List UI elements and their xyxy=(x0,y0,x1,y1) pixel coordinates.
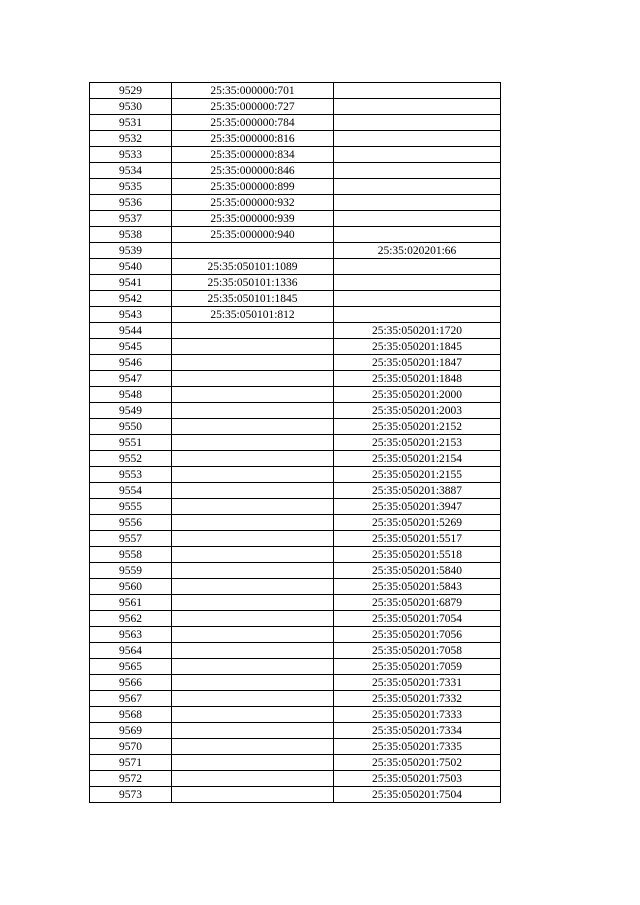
table-row xyxy=(90,275,501,291)
cadastral-number-cell-a xyxy=(172,483,334,499)
cadastral-number-cell-a: 25:35:000000:701 xyxy=(172,83,334,99)
cadastral-number-cell-a xyxy=(172,355,334,371)
cadastral-number-cell-a xyxy=(172,419,334,435)
table-row xyxy=(90,179,501,195)
cadastral-number-cell-a: 25:35:000000:899 xyxy=(172,179,334,195)
cadastral-number-cell-b xyxy=(334,211,501,227)
cadastral-number-cell-a xyxy=(172,387,334,403)
cadastral-number-cell-a xyxy=(172,579,334,595)
table-row xyxy=(90,579,501,595)
cadastral-number-cell-a xyxy=(172,339,334,355)
cadastral-number-cell-b: 25:35:050201:2155 xyxy=(334,467,501,483)
cadastral-number-cell-b xyxy=(334,83,501,99)
table-row xyxy=(90,83,501,99)
table-row xyxy=(90,643,501,659)
row-number-cell: 9529 xyxy=(90,83,172,99)
cadastral-number-cell-b: 25:35:050201:1848 xyxy=(334,371,501,387)
cadastral-number-cell-a xyxy=(172,403,334,419)
cadastral-number-cell-b xyxy=(334,99,501,115)
cadastral-number-cell-b: 25:35:050201:7335 xyxy=(334,739,501,755)
cadastral-number-cell-b: 25:35:050201:3887 xyxy=(334,483,501,499)
cadastral-number-cell-a: 25:35:000000:940 xyxy=(172,227,334,243)
row-number-cell: 9533 xyxy=(90,147,172,163)
table-row xyxy=(90,787,501,803)
row-number-cell: 9549 xyxy=(90,403,172,419)
cadastral-number-cell-b: 25:35:050201:5517 xyxy=(334,531,501,547)
cadastral-number-cell-a xyxy=(172,563,334,579)
cadastral-number-cell-a xyxy=(172,547,334,563)
row-number-cell: 9536 xyxy=(90,195,172,211)
row-number-cell: 9571 xyxy=(90,755,172,771)
row-number-cell: 9547 xyxy=(90,371,172,387)
cadastral-number-cell-a: 25:35:000000:846 xyxy=(172,163,334,179)
cadastral-number-cell-a xyxy=(172,691,334,707)
row-number-cell: 9546 xyxy=(90,355,172,371)
table-row xyxy=(90,387,501,403)
table-row xyxy=(90,163,501,179)
cadastral-number-cell-b xyxy=(334,147,501,163)
cadastral-number-cell-a: 25:35:000000:932 xyxy=(172,195,334,211)
table-row xyxy=(90,339,501,355)
table-row xyxy=(90,435,501,451)
table-row xyxy=(90,771,501,787)
row-number-cell: 9543 xyxy=(90,307,172,323)
cadastral-number-cell-a xyxy=(172,659,334,675)
cadastral-number-cell-b: 25:35:050201:2003 xyxy=(334,403,501,419)
table-row xyxy=(90,467,501,483)
table-row xyxy=(90,659,501,675)
cadastral-number-cell-b xyxy=(334,259,501,275)
cadastral-number-cell-b: 25:35:050201:7333 xyxy=(334,707,501,723)
cadastral-number-cell-b: 25:35:050201:7502 xyxy=(334,755,501,771)
cadastral-number-cell-a xyxy=(172,323,334,339)
cadastral-number-cell-a: 25:35:050101:1336 xyxy=(172,275,334,291)
cadastral-number-cell-b xyxy=(334,275,501,291)
cadastral-number-cell-b: 25:35:020201:66 xyxy=(334,243,501,259)
cadastral-number-cell-b: 25:35:050201:1847 xyxy=(334,355,501,371)
row-number-cell: 9559 xyxy=(90,563,172,579)
cadastral-number-cell-a xyxy=(172,627,334,643)
table-row xyxy=(90,195,501,211)
row-number-cell: 9560 xyxy=(90,579,172,595)
table-row xyxy=(90,131,501,147)
row-number-cell: 9534 xyxy=(90,163,172,179)
cadastral-number-cell-a xyxy=(172,675,334,691)
table-row xyxy=(90,291,501,307)
table-row xyxy=(90,323,501,339)
table-body xyxy=(90,83,501,803)
row-number-cell: 9557 xyxy=(90,531,172,547)
cadastral-number-cell-a xyxy=(172,435,334,451)
cadastral-number-cell-b: 25:35:050201:7503 xyxy=(334,771,501,787)
table-row xyxy=(90,691,501,707)
cadastral-number-cell-a xyxy=(172,467,334,483)
cadastral-number-cell-b xyxy=(334,163,501,179)
row-number-cell: 9564 xyxy=(90,643,172,659)
cadastral-number-cell-b: 25:35:050201:7059 xyxy=(334,659,501,675)
row-number-cell: 9538 xyxy=(90,227,172,243)
table-row xyxy=(90,355,501,371)
row-number-cell: 9562 xyxy=(90,611,172,627)
cadastral-number-cell-a: 25:35:000000:939 xyxy=(172,211,334,227)
cadastral-number-cell-b: 25:35:050201:5518 xyxy=(334,547,501,563)
cadastral-number-cell-b: 25:35:050201:3947 xyxy=(334,499,501,515)
row-number-cell: 9573 xyxy=(90,787,172,803)
row-number-cell: 9565 xyxy=(90,659,172,675)
cadastral-number-cell-b xyxy=(334,115,501,131)
cadastral-number-cell-b: 25:35:050201:7056 xyxy=(334,627,501,643)
cadastral-number-cell-a xyxy=(172,755,334,771)
cadastral-number-cell-b: 25:35:050201:7332 xyxy=(334,691,501,707)
table-row xyxy=(90,563,501,579)
row-number-cell: 9552 xyxy=(90,451,172,467)
row-number-cell: 9530 xyxy=(90,99,172,115)
cadastral-number-cell-b xyxy=(334,291,501,307)
cadastral-number-cell-b xyxy=(334,307,501,323)
row-number-cell: 9551 xyxy=(90,435,172,451)
cadastral-number-cell-a: 25:35:050101:1845 xyxy=(172,291,334,307)
table-row xyxy=(90,755,501,771)
row-number-cell: 9563 xyxy=(90,627,172,643)
table-row xyxy=(90,259,501,275)
cadastral-number-cell-b: 25:35:050201:7504 xyxy=(334,787,501,803)
row-number-cell: 9554 xyxy=(90,483,172,499)
cadastral-number-cell-b: 25:35:050201:7331 xyxy=(334,675,501,691)
cadastral-number-cell-a xyxy=(172,595,334,611)
cadastral-number-cell-b xyxy=(334,131,501,147)
row-number-cell: 9572 xyxy=(90,771,172,787)
row-number-cell: 9537 xyxy=(90,211,172,227)
table-row xyxy=(90,499,501,515)
table-row xyxy=(90,115,501,131)
table-row xyxy=(90,403,501,419)
row-number-cell: 9566 xyxy=(90,675,172,691)
cadastral-number-cell-b xyxy=(334,179,501,195)
cadastral-number-cell-b: 25:35:050201:7054 xyxy=(334,611,501,627)
cadastral-number-cell-a xyxy=(172,643,334,659)
row-number-cell: 9539 xyxy=(90,243,172,259)
cadastral-number-cell-a xyxy=(172,515,334,531)
cadastral-number-cell-b: 25:35:050201:6879 xyxy=(334,595,501,611)
table-row xyxy=(90,515,501,531)
row-number-cell: 9540 xyxy=(90,259,172,275)
row-number-cell: 9558 xyxy=(90,547,172,563)
table-row xyxy=(90,547,501,563)
table-row xyxy=(90,675,501,691)
row-number-cell: 9553 xyxy=(90,467,172,483)
table-row xyxy=(90,627,501,643)
cadastral-number-cell-a xyxy=(172,451,334,467)
table-row xyxy=(90,243,501,259)
cadastral-number-cell-a xyxy=(172,371,334,387)
cadastral-number-table xyxy=(89,82,501,803)
row-number-cell: 9531 xyxy=(90,115,172,131)
table-row xyxy=(90,419,501,435)
table-row xyxy=(90,483,501,499)
cadastral-number-cell-a xyxy=(172,707,334,723)
cadastral-number-cell-a: 25:35:000000:816 xyxy=(172,131,334,147)
cadastral-number-cell-a xyxy=(172,787,334,803)
row-number-cell: 9567 xyxy=(90,691,172,707)
cadastral-number-cell-b: 25:35:050201:7334 xyxy=(334,723,501,739)
cadastral-number-cell-a: 25:35:050101:812 xyxy=(172,307,334,323)
cadastral-number-cell-b: 25:35:050201:1845 xyxy=(334,339,501,355)
table-row xyxy=(90,531,501,547)
row-number-cell: 9561 xyxy=(90,595,172,611)
row-number-cell: 9542 xyxy=(90,291,172,307)
cadastral-number-cell-a: 25:35:000000:834 xyxy=(172,147,334,163)
cadastral-number-cell-b xyxy=(334,195,501,211)
row-number-cell: 9545 xyxy=(90,339,172,355)
table-row xyxy=(90,611,501,627)
row-number-cell: 9532 xyxy=(90,131,172,147)
cadastral-number-cell-a xyxy=(172,499,334,515)
table-row xyxy=(90,211,501,227)
cadastral-number-cell-a xyxy=(172,739,334,755)
cadastral-number-cell-b: 25:35:050201:5269 xyxy=(334,515,501,531)
cadastral-number-cell-b: 25:35:050201:2153 xyxy=(334,435,501,451)
row-number-cell: 9556 xyxy=(90,515,172,531)
cadastral-number-cell-a: 25:35:050101:1089 xyxy=(172,259,334,275)
cadastral-number-cell-b: 25:35:050201:7058 xyxy=(334,643,501,659)
table-row xyxy=(90,371,501,387)
row-number-cell: 9541 xyxy=(90,275,172,291)
table-row xyxy=(90,739,501,755)
cadastral-number-cell-a: 25:35:000000:727 xyxy=(172,99,334,115)
cadastral-number-cell-a xyxy=(172,243,334,259)
cadastral-number-cell-b: 25:35:050201:5843 xyxy=(334,579,501,595)
table-row xyxy=(90,99,501,115)
row-number-cell: 9544 xyxy=(90,323,172,339)
row-number-cell: 9569 xyxy=(90,723,172,739)
cadastral-number-cell-a xyxy=(172,531,334,547)
cadastral-number-cell-b xyxy=(334,227,501,243)
cadastral-number-cell-b: 25:35:050201:2000 xyxy=(334,387,501,403)
cadastral-number-cell-b: 25:35:050201:2152 xyxy=(334,419,501,435)
row-number-cell: 9535 xyxy=(90,179,172,195)
table-row xyxy=(90,147,501,163)
cadastral-number-cell-a xyxy=(172,771,334,787)
cadastral-number-cell-b: 25:35:050201:2154 xyxy=(334,451,501,467)
cadastral-number-cell-a xyxy=(172,611,334,627)
row-number-cell: 9548 xyxy=(90,387,172,403)
cadastral-number-cell-a: 25:35:000000:784 xyxy=(172,115,334,131)
row-number-cell: 9570 xyxy=(90,739,172,755)
row-number-cell: 9555 xyxy=(90,499,172,515)
row-number-cell: 9550 xyxy=(90,419,172,435)
table-row xyxy=(90,227,501,243)
table-row xyxy=(90,307,501,323)
table-row xyxy=(90,451,501,467)
row-number-cell: 9568 xyxy=(90,707,172,723)
table-row xyxy=(90,595,501,611)
cadastral-number-cell-b: 25:35:050201:5840 xyxy=(334,563,501,579)
table-row xyxy=(90,707,501,723)
table-row xyxy=(90,723,501,739)
cadastral-number-cell-b: 25:35:050201:1720 xyxy=(334,323,501,339)
cadastral-number-cell-a xyxy=(172,723,334,739)
